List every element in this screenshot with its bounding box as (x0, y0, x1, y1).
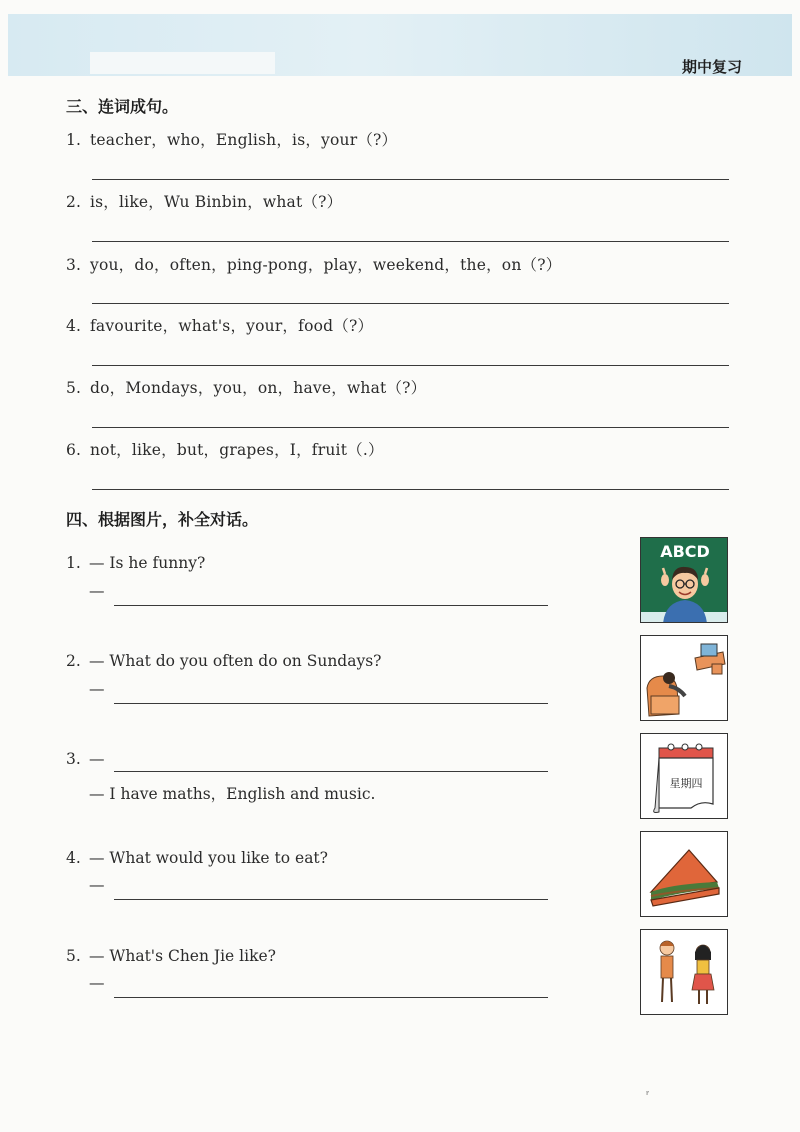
item-number: 4. (66, 317, 82, 335)
sandwich-picture (640, 831, 728, 917)
watching-tv-picture (640, 635, 728, 721)
sentence-item-6 (66, 438, 384, 460)
calendar-text: 星期四 (669, 777, 703, 790)
dialogue-2-question: — What do you often do on Sundays? (89, 652, 382, 670)
dialogue-number-2: 2. (66, 652, 81, 670)
dialogue-number-3: 3. (66, 750, 81, 768)
dialogue-number-4: 4. (66, 849, 81, 867)
section-3-title: 三、连词成句。 (66, 97, 179, 116)
funny-boy-illustration (641, 538, 728, 623)
item-words: you，do，often，ping-pong，play，weekend，the，on（?） (90, 256, 562, 274)
dialogue-number-1: 1. (66, 554, 81, 572)
two-girls-illustration (641, 930, 728, 1015)
item-number: 2. (66, 193, 82, 211)
dialogue-1-answer-line[interactable] (114, 605, 548, 606)
dialogue-5-dash: — (89, 974, 105, 992)
answer-line-1[interactable] (92, 179, 729, 180)
section-4-title: 四、根据图片，补全对话。 (66, 510, 259, 529)
answer-line-6[interactable] (92, 489, 729, 490)
answer-line-4[interactable] (92, 365, 729, 366)
sentence-item-3 (66, 253, 561, 275)
watching-tv-illustration (641, 636, 728, 721)
dialogue-3-dash: — (89, 750, 105, 768)
answer-line-2[interactable] (92, 241, 729, 242)
dialogue-3-answer: — I have maths，English and music. (89, 785, 376, 803)
dialogue-2-answer-line[interactable] (114, 703, 548, 704)
header-blank-area (90, 52, 275, 74)
item-number: 5. (66, 379, 82, 397)
two-girls-picture (640, 929, 728, 1015)
dialogue-1-question: — Is he funny? (89, 554, 206, 572)
dialogue-3-question-line[interactable] (114, 771, 548, 772)
calendar-picture (640, 733, 728, 819)
sentence-item-4 (66, 314, 373, 336)
page-title: 期中复习 (681, 58, 742, 76)
dialogue-4-question: — What would you like to eat? (89, 849, 328, 867)
item-words: do，Mondays，you，on，have，what（?） (90, 379, 427, 397)
item-number: 6. (66, 441, 82, 459)
dialogue-1-dash: — (89, 582, 105, 600)
sandwich-illustration (641, 832, 728, 917)
item-words: not，like，but，grapes，I，fruit（.） (90, 441, 384, 459)
dialogue-2-dash: — (89, 680, 105, 698)
item-words: favourite，what's，your，food（?） (90, 317, 374, 335)
dialogue-4-dash: — (89, 876, 105, 894)
scan-mark: ʳ (646, 1090, 650, 1101)
dialogue-number-5: 5. (66, 947, 81, 965)
answer-line-3[interactable] (92, 303, 729, 304)
item-number: 1. (66, 131, 82, 149)
calendar-illustration (641, 734, 728, 819)
dialogue-4-answer-line[interactable] (114, 899, 548, 900)
sentence-item-1 (66, 128, 397, 150)
dialogue-5-answer-line[interactable] (114, 997, 548, 998)
dialogue-5-question: — What's Chen Jie like? (89, 947, 276, 965)
sentence-item-2 (66, 190, 342, 212)
item-words: teacher，who，English，is，your（?） (90, 131, 398, 149)
answer-line-5[interactable] (92, 427, 729, 428)
item-words: is，like，Wu Binbin，what（?） (90, 193, 343, 211)
sentence-item-5 (66, 376, 426, 398)
item-number: 3. (66, 256, 82, 274)
funny-boy-picture (640, 537, 728, 623)
blackboard-text: ABCD (660, 542, 710, 561)
